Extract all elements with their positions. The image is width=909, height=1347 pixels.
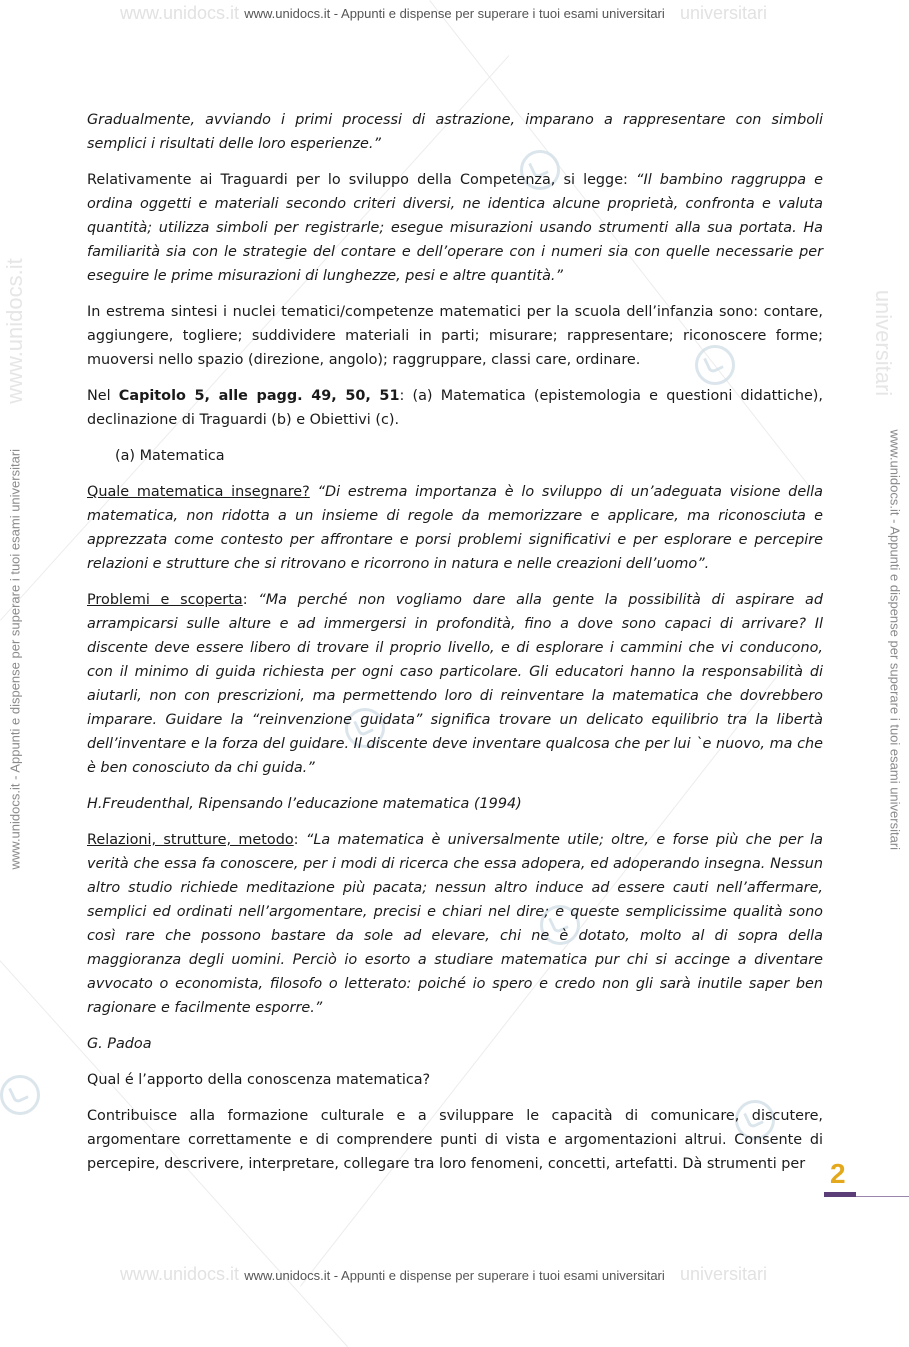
watermark-ghost-text: www.unidocs.it [120, 1264, 240, 1284]
document-body [87, 108, 823, 1188]
paragraph-contribuisce: Contribuisce alla formazione culturale e a sviluppare le capacità di comunicare, discutere, argomentare correttamente e di comprendere punti di vista e argomentazioni altrui. Consente di percepire, descrivere, interpretare, collegare tra loro fenomeni, concetti, artefatti. Dà strumenti per [87, 1108, 823, 1172]
page-number: 2 [830, 1158, 846, 1189]
paragraph-rest: : (a) Matematica (epistemologia e questioni didattiche), declinazione di Traguardi (b) e Obiettivi (c). [87, 388, 823, 428]
watermark-ghost-text: universitari [871, 289, 897, 397]
quote-text: “La matematica è universalmente utile; oltre, e forse più che per la verità che essa fa conoscere, per i modi di ricerca che essa adopera, ed adoperando insegna. Nessun altro studio richiede meditazione più pacata; nessun altro induce ad essere cauti nell’affermare, semplici ed ordinati nell’argomentare, precisi e chiari nel dire; e queste semplicissime qualità sono così rare che possono bastare da sole ad elevare, chi ne è dotato, molto al di sopra della maggioranza degli uomini. Perciò io esorto a studiare matematica pur chi si accinge a diventare avvocato o economista, filosofo o letterato: poiché io spero e credo non gli sarà inutile saper ben ragionare e facilmente esporre.” [87, 832, 823, 1016]
watermark-logo-icon [0, 1075, 40, 1115]
paragraph-problemi [87, 588, 823, 780]
paragraph-intro: Gradualmente, avviando i primi processi di astrazione, imparano a rappresentare con simboli semplici i risultati delle loro esperienze.” [87, 112, 823, 152]
paragraph-nuclei: In estrema sintesi i nuclei tematici/competenze matematici per la scuola dell’infanzia sono: contare, aggiungere, togliere; suddividere materiali in parti; misurare; rappresentare; riconoscere forme; muoversi nello spazio (direzione, angolo); raggruppare, classi care, ordinare. [87, 304, 823, 368]
section-heading-matematica: (a) Matematica [115, 448, 225, 464]
colon: : [293, 832, 306, 848]
watermark-ghost-text: www.unidocs.it [120, 3, 240, 23]
page-number-bar [824, 1192, 856, 1197]
quote-text: “Ma perché non vogliamo dare alla gente la possibilità di aspirare ad arrampicarsi sulle alture e ad immergersi in profondità, fino a dove sono capaci di arrivare? Il discente deve essere libero di trovare il proprio livello, e di esplorare i cammini che vi conducono, con il minimo di guida richiesta per ogni caso particolare. Gli educatori hanno la responsabilità di aiutarli, non con prescrizioni, ma permettendo loro di reinventare la matematica che dovrebbero imparare. Guidare la “reinvenzione guidata” significa trovare un delicato equilibrio tra la libertà dell’inventare e la forza del guidare. Il discente deve inventare qualcosa che per lui `e nuovo, ma che è ben conosciuto da chi guida.” [87, 592, 823, 776]
colon: : [242, 592, 259, 608]
paragraph-relazioni [87, 828, 823, 1020]
page-number-line [856, 1196, 909, 1197]
paragraph-lead: Relativamente ai Traguardi per lo sviluppo della Competenza, si legge: [87, 172, 636, 188]
quote-text: “Di estrema importanza è lo sviluppo di un’adeguata visione della matematica, non ridotta a un insieme di regole da memorizzare e applicare, ma riconosciuta e apprezzata come contesto per affrontare e porsi problemi significativi e per esplorare e percepire relazioni e strutture che si ritrovano e ricorrono in natura e nelle creazioni dell’uomo”. [87, 484, 823, 572]
topic-heading: Quale matematica insegnare? [87, 484, 310, 500]
paragraph-lead: Nel [87, 388, 119, 404]
citation-padoa: G. Padoa [87, 1036, 152, 1052]
citation-freudenthal: H.Freudenthal, Ripensando l’educazione matematica (1994) [87, 796, 522, 812]
footer-watermark: www.unidocs.it - Appunti e dispense per superare i tuoi esami universitari [244, 1268, 665, 1283]
question-apporto: Qual é l’apporto della conoscenza matematica? [87, 1072, 431, 1088]
right-side-watermark: www.unidocs.it - Appunti e dispense per superare i tuoi esami universitari [887, 429, 903, 851]
topic-heading: Relazioni, strutture, metodo [87, 832, 294, 848]
watermark-ghost-text: universitari [680, 3, 768, 23]
watermark-ghost-text: www.unidocs.it [1, 258, 27, 404]
topic-heading: Problemi e scoperta [87, 592, 243, 608]
header-watermark: www.unidocs.it - Appunti e dispense per superare i tuoi esami universitari [244, 6, 665, 21]
watermark-ghost-text: universitari [680, 1264, 768, 1284]
chapter-reference: Capitolo 5, alle pagg. 49, 50, 51 [118, 388, 400, 404]
paragraph-traguardi [87, 168, 823, 288]
left-side-watermark: www.unidocs.it - Appunti e dispense per superare i tuoi esami universitari [7, 448, 23, 870]
quote-text: “Il bambino raggruppa e ordina oggetti e materiali secondo criteri diversi, ne identica alcune proprietà, confronta e valuta quantità; utilizza simboli per registrarle; esegue misurazioni usando strumenti alla sua portata. Ha familiarità sia con le strategie del contare e dell’operare con i numeri sia con quelle necessarie per eseguire le prime misurazioni di lunghezze, pesi e altre quantità.” [87, 172, 823, 284]
paragraph-capitolo [87, 384, 823, 432]
paragraph-quale-matematica [87, 480, 823, 576]
